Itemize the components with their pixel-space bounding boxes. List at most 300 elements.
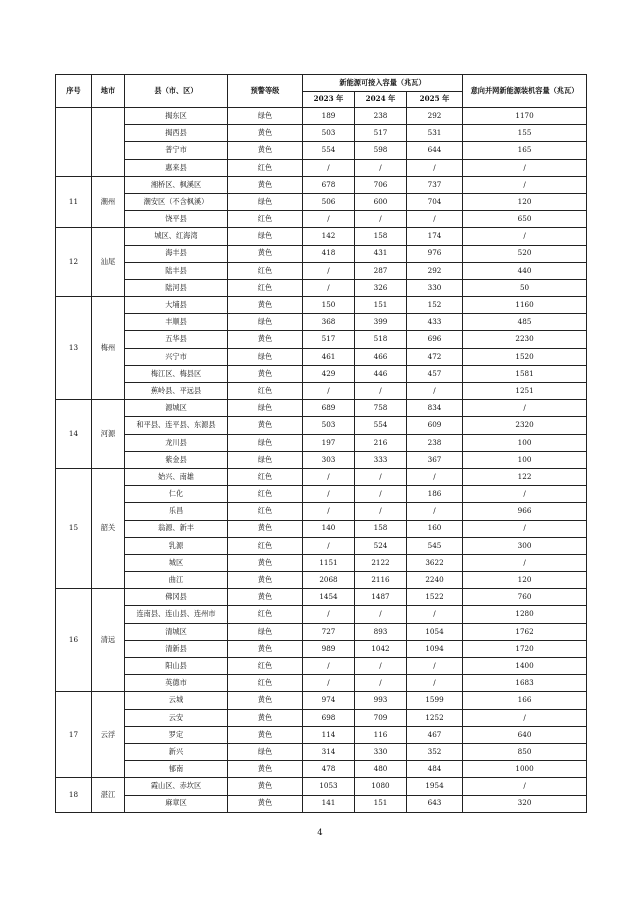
intent-capacity-cell: / xyxy=(463,228,587,245)
county-cell: 云安 xyxy=(125,709,228,726)
capacity-2024-cell: 993 xyxy=(355,692,407,709)
county-cell: 连南县、连山县、连州市 xyxy=(125,606,228,623)
capacity-2023-cell: 141 xyxy=(303,795,355,812)
capacity-2023-cell: 142 xyxy=(303,228,355,245)
warning-level-cell: 绿色 xyxy=(228,108,303,125)
header-2024: 2024 年 xyxy=(355,92,407,108)
capacity-2023-cell: 368 xyxy=(303,314,355,331)
capacity-2023-cell: / xyxy=(303,383,355,400)
table-row xyxy=(56,572,587,589)
warning-level-cell: 黄色 xyxy=(228,589,303,606)
capacity-2025-cell: / xyxy=(407,159,463,176)
table-row xyxy=(56,125,587,142)
intent-capacity-cell: / xyxy=(463,400,587,417)
intent-capacity-cell: 100 xyxy=(463,451,587,468)
table-row xyxy=(56,451,587,468)
table-row xyxy=(56,761,587,778)
row-number: 14 xyxy=(56,400,92,469)
intent-capacity-cell: 1720 xyxy=(463,640,587,657)
county-cell: 清新县 xyxy=(125,640,228,657)
capacity-2024-cell: 1080 xyxy=(355,778,407,795)
intent-capacity-cell: 120 xyxy=(463,193,587,210)
table-row xyxy=(56,228,587,245)
capacity-2025-cell: 292 xyxy=(407,108,463,125)
warning-level-cell: 红色 xyxy=(228,383,303,400)
capacity-2023-cell: 114 xyxy=(303,726,355,743)
table-row xyxy=(56,503,587,520)
county-cell: 云城 xyxy=(125,692,228,709)
intent-capacity-cell: 50 xyxy=(463,279,587,296)
capacity-2024-cell: 517 xyxy=(355,125,407,142)
header-2023: 2023 年 xyxy=(303,92,355,108)
table-row xyxy=(56,108,587,125)
intent-capacity-cell: 760 xyxy=(463,589,587,606)
capacity-2025-cell: 330 xyxy=(407,279,463,296)
row-number: 15 xyxy=(56,468,92,588)
capacity-2025-cell: 367 xyxy=(407,451,463,468)
capacity-2024-cell: 480 xyxy=(355,761,407,778)
intent-capacity-cell: 1400 xyxy=(463,658,587,675)
city-cell: 潮州 xyxy=(92,176,125,228)
capacity-2025-cell: 186 xyxy=(407,486,463,503)
county-cell: 城区、红海湾 xyxy=(125,228,228,245)
capacity-2024-cell: 431 xyxy=(355,245,407,262)
capacity-2023-cell: 506 xyxy=(303,193,355,210)
intent-capacity-cell: 166 xyxy=(463,692,587,709)
warning-level-cell: 黄色 xyxy=(228,331,303,348)
table-row xyxy=(56,623,587,640)
intent-capacity-cell: 100 xyxy=(463,434,587,451)
capacity-2024-cell: 600 xyxy=(355,193,407,210)
capacity-2023-cell: / xyxy=(303,675,355,692)
city-cell xyxy=(92,108,125,177)
warning-level-cell: 绿色 xyxy=(228,451,303,468)
table-row xyxy=(56,262,587,279)
intent-capacity-cell: 1762 xyxy=(463,623,587,640)
capacity-2023-cell: 303 xyxy=(303,451,355,468)
capacity-2024-cell: 216 xyxy=(355,434,407,451)
table-row xyxy=(56,245,587,262)
county-cell: 普宁市 xyxy=(125,142,228,159)
warning-level-cell: 黄色 xyxy=(228,417,303,434)
capacity-2025-cell: 174 xyxy=(407,228,463,245)
intent-capacity-cell: 640 xyxy=(463,726,587,743)
capacity-2025-cell: 160 xyxy=(407,520,463,537)
county-cell: 饶平县 xyxy=(125,211,228,228)
header-capacity-group: 新能源可接入容量（兆瓦） xyxy=(303,75,463,92)
intent-capacity-cell: / xyxy=(463,520,587,537)
table-row xyxy=(56,658,587,675)
intent-capacity-cell: 1251 xyxy=(463,383,587,400)
capacity-2023-cell: 189 xyxy=(303,108,355,125)
table-row xyxy=(56,778,587,795)
county-cell: 梅江区、梅县区 xyxy=(125,365,228,382)
capacity-2025-cell: / xyxy=(407,383,463,400)
county-cell: 惠来县 xyxy=(125,159,228,176)
table-row xyxy=(56,417,587,434)
warning-level-cell: 黄色 xyxy=(228,640,303,657)
capacity-2023-cell: 429 xyxy=(303,365,355,382)
capacity-2025-cell: 433 xyxy=(407,314,463,331)
county-cell: 蕉岭县、平远县 xyxy=(125,383,228,400)
capacity-2024-cell: 2116 xyxy=(355,572,407,589)
county-cell: 佛冈县 xyxy=(125,589,228,606)
intent-capacity-cell: 1280 xyxy=(463,606,587,623)
capacity-2023-cell: / xyxy=(303,468,355,485)
capacity-2025-cell: / xyxy=(407,675,463,692)
capacity-2025-cell: 1252 xyxy=(407,709,463,726)
city-cell: 梅州 xyxy=(92,297,125,400)
county-cell: 霞山区、赤坎区 xyxy=(125,778,228,795)
city-cell: 清远 xyxy=(92,589,125,692)
capacity-2024-cell: 706 xyxy=(355,176,407,193)
county-cell: 麻章区 xyxy=(125,795,228,812)
intent-capacity-cell: 155 xyxy=(463,125,587,142)
capacity-2024-cell: 466 xyxy=(355,348,407,365)
table-body xyxy=(56,108,587,813)
warning-level-cell: 黄色 xyxy=(228,245,303,262)
capacity-2023-cell: 727 xyxy=(303,623,355,640)
table-row xyxy=(56,314,587,331)
capacity-2025-cell: 467 xyxy=(407,726,463,743)
capacity-2025-cell: 643 xyxy=(407,795,463,812)
table-row xyxy=(56,606,587,623)
warning-level-cell: 黄色 xyxy=(228,709,303,726)
warning-level-cell: 黄色 xyxy=(228,297,303,314)
capacity-2023-cell: 989 xyxy=(303,640,355,657)
row-number: 12 xyxy=(56,228,92,297)
intent-capacity-cell: 2320 xyxy=(463,417,587,434)
capacity-2024-cell: 598 xyxy=(355,142,407,159)
county-cell: 丰顺县 xyxy=(125,314,228,331)
row-number xyxy=(56,108,92,177)
warning-level-cell: 绿色 xyxy=(228,743,303,760)
intent-capacity-cell: 520 xyxy=(463,245,587,262)
warning-level-cell: 黄色 xyxy=(228,125,303,142)
capacity-2023-cell: 478 xyxy=(303,761,355,778)
county-cell: 紫金县 xyxy=(125,451,228,468)
intent-capacity-cell: 122 xyxy=(463,468,587,485)
capacity-2023-cell: / xyxy=(303,262,355,279)
header-warning-level: 预警等级 xyxy=(228,75,303,108)
intent-capacity-cell: 165 xyxy=(463,142,587,159)
header-county: 县（市、区） xyxy=(125,75,228,108)
capacity-2023-cell: 314 xyxy=(303,743,355,760)
capacity-2023-cell: 2068 xyxy=(303,572,355,589)
county-cell: 仁化 xyxy=(125,486,228,503)
county-cell: 乳源 xyxy=(125,537,228,554)
table-row xyxy=(56,400,587,417)
table-row xyxy=(56,159,587,176)
capacity-2023-cell: 197 xyxy=(303,434,355,451)
county-cell: 曲江 xyxy=(125,572,228,589)
capacity-2025-cell: / xyxy=(407,468,463,485)
capacity-2024-cell: / xyxy=(355,658,407,675)
table-row xyxy=(56,348,587,365)
warning-level-cell: 黄色 xyxy=(228,778,303,795)
capacity-2024-cell: 287 xyxy=(355,262,407,279)
capacity-2024-cell: 1487 xyxy=(355,589,407,606)
capacity-2023-cell: / xyxy=(303,537,355,554)
warning-level-cell: 红色 xyxy=(228,159,303,176)
table-row xyxy=(56,331,587,348)
capacity-2025-cell: 2240 xyxy=(407,572,463,589)
table-row xyxy=(56,279,587,296)
intent-capacity-cell: / xyxy=(463,159,587,176)
capacity-2025-cell: 545 xyxy=(407,537,463,554)
capacity-2025-cell: / xyxy=(407,211,463,228)
table-row xyxy=(56,640,587,657)
capacity-2024-cell: 518 xyxy=(355,331,407,348)
intent-capacity-cell: 1170 xyxy=(463,108,587,125)
county-cell: 龙川县 xyxy=(125,434,228,451)
warning-level-cell: 黄色 xyxy=(228,572,303,589)
table-row xyxy=(56,795,587,812)
county-cell: 罗定 xyxy=(125,726,228,743)
intent-capacity-cell: / xyxy=(463,709,587,726)
capacity-2025-cell: 3622 xyxy=(407,554,463,571)
capacity-2023-cell: 140 xyxy=(303,520,355,537)
county-cell: 乐昌 xyxy=(125,503,228,520)
warning-level-cell: 红色 xyxy=(228,468,303,485)
table-row xyxy=(56,142,587,159)
county-cell: 五华县 xyxy=(125,331,228,348)
city-cell: 汕尾 xyxy=(92,228,125,297)
intent-capacity-cell: 485 xyxy=(463,314,587,331)
county-cell: 翁源、新丰 xyxy=(125,520,228,537)
capacity-2024-cell: 151 xyxy=(355,297,407,314)
intent-capacity-cell: 300 xyxy=(463,537,587,554)
capacity-2024-cell: 1042 xyxy=(355,640,407,657)
table-row xyxy=(56,193,587,210)
warning-level-cell: 红色 xyxy=(228,658,303,675)
capacity-2025-cell: 976 xyxy=(407,245,463,262)
header-no: 序号 xyxy=(56,75,92,108)
capacity-2023-cell: 698 xyxy=(303,709,355,726)
city-cell: 韶关 xyxy=(92,468,125,588)
warning-level-cell: 绿色 xyxy=(228,348,303,365)
capacity-2025-cell: / xyxy=(407,503,463,520)
capacity-2025-cell: 292 xyxy=(407,262,463,279)
capacity-2024-cell: / xyxy=(355,211,407,228)
warning-level-cell: 红色 xyxy=(228,279,303,296)
city-cell: 湛江 xyxy=(92,778,125,812)
capacity-2023-cell: 517 xyxy=(303,331,355,348)
table-row xyxy=(56,743,587,760)
row-number: 16 xyxy=(56,589,92,692)
intent-capacity-cell: / xyxy=(463,486,587,503)
capacity-2024-cell: 709 xyxy=(355,709,407,726)
county-cell: 大埔县 xyxy=(125,297,228,314)
table-row xyxy=(56,383,587,400)
capacity-2025-cell: 238 xyxy=(407,434,463,451)
warning-level-cell: 黄色 xyxy=(228,554,303,571)
table-row xyxy=(56,468,587,485)
intent-capacity-cell: 650 xyxy=(463,211,587,228)
header-2025: 2025 年 xyxy=(407,92,463,108)
capacity-2024-cell: 446 xyxy=(355,365,407,382)
intent-capacity-cell: 320 xyxy=(463,795,587,812)
intent-capacity-cell: 850 xyxy=(463,743,587,760)
capacity-2025-cell: 352 xyxy=(407,743,463,760)
capacity-2023-cell: 678 xyxy=(303,176,355,193)
capacity-2025-cell: 484 xyxy=(407,761,463,778)
county-cell: 郁南 xyxy=(125,761,228,778)
warning-level-cell: 绿色 xyxy=(228,314,303,331)
capacity-2025-cell: 609 xyxy=(407,417,463,434)
capacity-2025-cell: / xyxy=(407,658,463,675)
capacity-2024-cell: 333 xyxy=(355,451,407,468)
county-cell: 阳山县 xyxy=(125,658,228,675)
warning-level-cell: 红色 xyxy=(228,262,303,279)
capacity-2024-cell: 758 xyxy=(355,400,407,417)
warning-level-cell: 红色 xyxy=(228,486,303,503)
table-row xyxy=(56,297,587,314)
table-row xyxy=(56,675,587,692)
header-city: 地市 xyxy=(92,75,125,108)
intent-capacity-cell: 1581 xyxy=(463,365,587,382)
county-cell: 兴宁市 xyxy=(125,348,228,365)
warning-level-cell: 红色 xyxy=(228,675,303,692)
capacity-2023-cell: 554 xyxy=(303,142,355,159)
table-row xyxy=(56,211,587,228)
capacity-2023-cell: 418 xyxy=(303,245,355,262)
row-number: 17 xyxy=(56,692,92,778)
capacity-2025-cell: 696 xyxy=(407,331,463,348)
warning-level-cell: 绿色 xyxy=(228,400,303,417)
capacity-2024-cell: / xyxy=(355,468,407,485)
capacity-2023-cell: 503 xyxy=(303,417,355,434)
warning-level-cell: 红色 xyxy=(228,503,303,520)
warning-level-cell: 黄色 xyxy=(228,795,303,812)
capacity-2023-cell: 1053 xyxy=(303,778,355,795)
header-intent-capacity: 意向并网新能源装机容量（兆瓦） xyxy=(463,75,587,108)
capacity-2023-cell: 503 xyxy=(303,125,355,142)
warning-level-cell: 黄色 xyxy=(228,520,303,537)
warning-level-cell: 绿色 xyxy=(228,623,303,640)
county-cell: 清城区 xyxy=(125,623,228,640)
capacity-2025-cell: 1522 xyxy=(407,589,463,606)
document-page xyxy=(55,74,586,813)
warning-level-cell: 红色 xyxy=(228,211,303,228)
table-row xyxy=(56,554,587,571)
capacity-2025-cell: 1094 xyxy=(407,640,463,657)
warning-level-cell: 黄色 xyxy=(228,365,303,382)
county-cell: 英德市 xyxy=(125,675,228,692)
capacity-2024-cell: / xyxy=(355,606,407,623)
row-number: 11 xyxy=(56,176,92,228)
capacity-2025-cell: 472 xyxy=(407,348,463,365)
capacity-2023-cell: 1151 xyxy=(303,554,355,571)
table-row xyxy=(56,520,587,537)
warning-level-cell: 黄色 xyxy=(228,761,303,778)
intent-capacity-cell: 1683 xyxy=(463,675,587,692)
intent-capacity-cell: 966 xyxy=(463,503,587,520)
capacity-2025-cell: 1954 xyxy=(407,778,463,795)
capacity-2024-cell: 158 xyxy=(355,520,407,537)
row-number: 18 xyxy=(56,778,92,812)
capacity-2023-cell: / xyxy=(303,211,355,228)
table-row xyxy=(56,692,587,709)
warning-level-cell: 绿色 xyxy=(228,193,303,210)
capacity-2023-cell: / xyxy=(303,159,355,176)
table-row xyxy=(56,537,587,554)
capacity-2025-cell: 152 xyxy=(407,297,463,314)
county-cell: 始兴、南雄 xyxy=(125,468,228,485)
intent-capacity-cell: 120 xyxy=(463,572,587,589)
capacity-2024-cell: 158 xyxy=(355,228,407,245)
capacity-table xyxy=(55,74,587,813)
county-cell: 潮安区（不含枫溪） xyxy=(125,193,228,210)
page-number: 4 xyxy=(317,828,323,838)
county-cell: 揭东区 xyxy=(125,108,228,125)
intent-capacity-cell: / xyxy=(463,778,587,795)
capacity-2025-cell: 457 xyxy=(407,365,463,382)
table-row xyxy=(56,176,587,193)
capacity-2024-cell: 399 xyxy=(355,314,407,331)
capacity-2024-cell: 554 xyxy=(355,417,407,434)
county-cell: 和平县、连平县、东源县 xyxy=(125,417,228,434)
county-cell: 海丰县 xyxy=(125,245,228,262)
capacity-2023-cell: 689 xyxy=(303,400,355,417)
county-cell: 揭西县 xyxy=(125,125,228,142)
county-cell: 陆河县 xyxy=(125,279,228,296)
intent-capacity-cell: / xyxy=(463,554,587,571)
table-row xyxy=(56,365,587,382)
capacity-2024-cell: 116 xyxy=(355,726,407,743)
capacity-2024-cell: 2122 xyxy=(355,554,407,571)
capacity-2024-cell: / xyxy=(355,159,407,176)
capacity-2024-cell: 151 xyxy=(355,795,407,812)
intent-capacity-cell: 1000 xyxy=(463,761,587,778)
county-cell: 新兴 xyxy=(125,743,228,760)
capacity-2023-cell: 461 xyxy=(303,348,355,365)
city-cell: 河源 xyxy=(92,400,125,469)
capacity-2025-cell: 834 xyxy=(407,400,463,417)
county-cell: 源城区 xyxy=(125,400,228,417)
intent-capacity-cell: / xyxy=(463,176,587,193)
capacity-2025-cell: 704 xyxy=(407,193,463,210)
capacity-2024-cell: 330 xyxy=(355,743,407,760)
table-row xyxy=(56,726,587,743)
capacity-2024-cell: / xyxy=(355,675,407,692)
warning-level-cell: 红色 xyxy=(228,606,303,623)
county-cell: 陆丰县 xyxy=(125,262,228,279)
table-row xyxy=(56,486,587,503)
capacity-2025-cell: 531 xyxy=(407,125,463,142)
intent-capacity-cell: 1160 xyxy=(463,297,587,314)
capacity-2023-cell: / xyxy=(303,658,355,675)
capacity-2023-cell: / xyxy=(303,279,355,296)
capacity-2025-cell: 1599 xyxy=(407,692,463,709)
capacity-2023-cell: / xyxy=(303,486,355,503)
capacity-2024-cell: 238 xyxy=(355,108,407,125)
table-row xyxy=(56,589,587,606)
intent-capacity-cell: 2230 xyxy=(463,331,587,348)
capacity-2025-cell: 644 xyxy=(407,142,463,159)
county-cell: 城区 xyxy=(125,554,228,571)
capacity-2023-cell: / xyxy=(303,606,355,623)
capacity-2024-cell: / xyxy=(355,503,407,520)
capacity-2023-cell: 974 xyxy=(303,692,355,709)
table-row xyxy=(56,709,587,726)
capacity-2024-cell: 893 xyxy=(355,623,407,640)
capacity-2024-cell: 524 xyxy=(355,537,407,554)
capacity-2025-cell: 1054 xyxy=(407,623,463,640)
intent-capacity-cell: 1520 xyxy=(463,348,587,365)
capacity-2024-cell: 326 xyxy=(355,279,407,296)
capacity-2025-cell: 737 xyxy=(407,176,463,193)
